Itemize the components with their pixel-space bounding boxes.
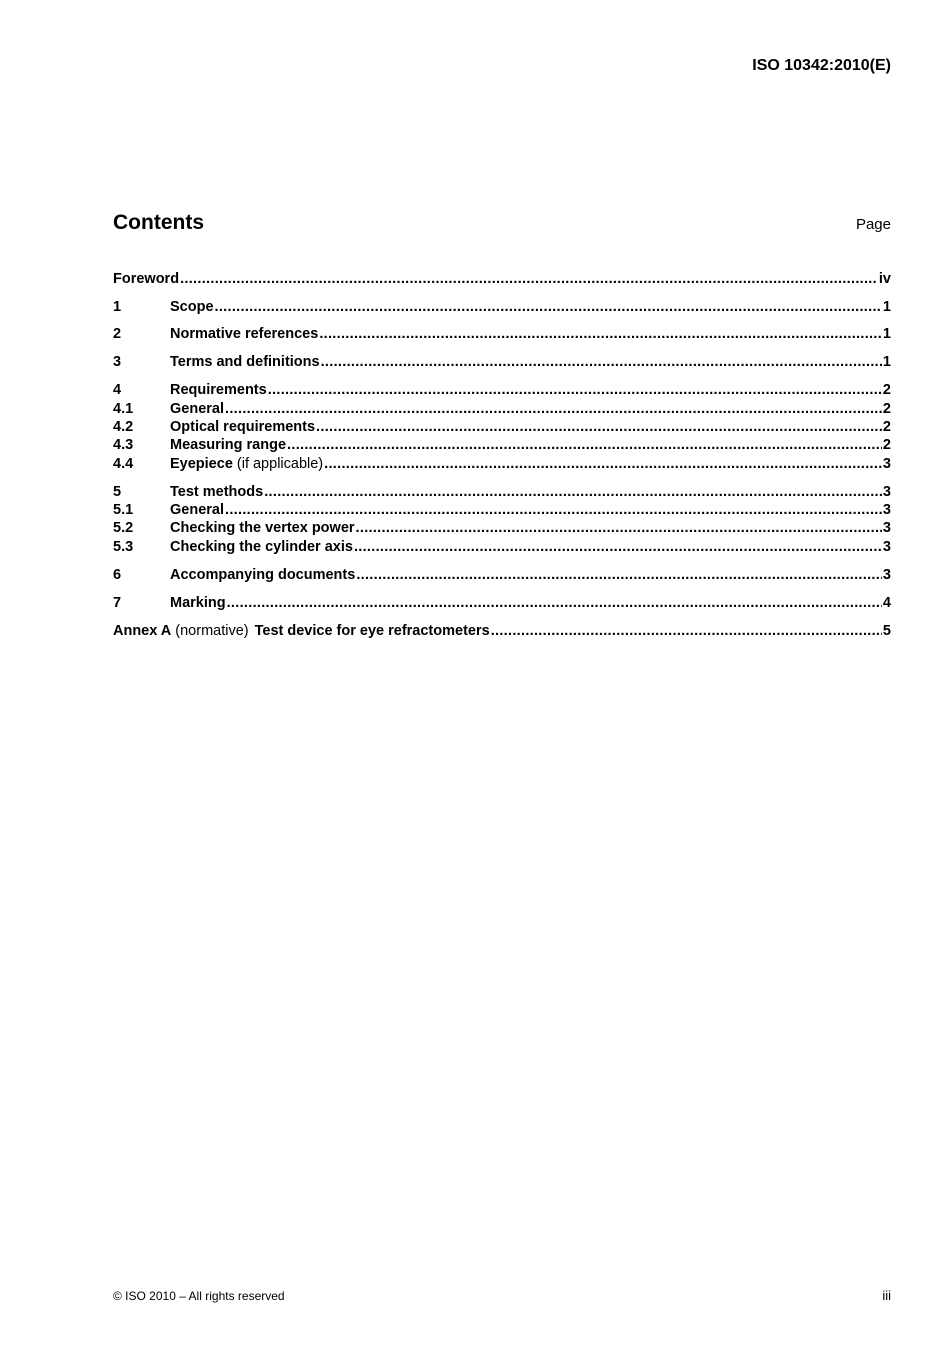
toc-entry-title: Marking [170,595,226,611]
annex-type: (normative) [175,623,249,639]
dot-leader [227,594,882,612]
toc-entry-title: General [170,502,224,518]
toc-entry-title: Test methods [170,484,264,500]
toc-entry-number: 5 [113,484,122,500]
toc-entry-1[interactable] [113,298,891,316]
toc-entry-title: Eyepiece [170,456,233,472]
toc-entry-page: 2 [882,382,891,398]
toc-entry-title: Test device for eye refractometers [254,623,490,639]
toc-entry-number: 4.3 [113,437,134,453]
toc-entry-4-4[interactable] [113,455,891,473]
toc-entry-title: Optical requirements [170,419,316,435]
footer-page-number: iii [882,1288,891,1303]
toc-entry-page: 2 [882,419,891,435]
toc-entry-title: Accompanying documents [170,567,356,583]
document-id: ISO 10342:2010(E) [752,57,891,74]
dot-leader [354,538,882,556]
toc-entry-5-2[interactable] [113,519,891,537]
toc-entry-title: Terms and definitions [170,354,320,370]
dot-leader [287,436,882,454]
toc-entry-title: Measuring range [170,437,287,453]
toc-entry-page: 2 [882,437,891,453]
toc-entry-number: 7 [113,595,122,611]
dot-leader [215,298,882,316]
toc-entry-annex-a[interactable] [113,622,891,640]
toc-entry-page: 3 [882,484,891,500]
toc-entry-title: Normative references [170,326,319,342]
toc-entry-number: 6 [113,567,122,583]
toc-entry-title: Foreword [113,271,180,287]
dot-leader [321,353,882,371]
toc-entry-number: 4.2 [113,419,134,435]
footer-copyright: © ISO 2010 – All rights reserved [113,1289,285,1303]
toc-entry-title: Checking the cylinder axis [170,539,353,555]
toc-entry-7[interactable] [113,594,891,612]
dot-leader [356,519,882,537]
toc-entry-number: 5.1 [113,502,134,518]
toc-entry-page: 3 [882,567,891,583]
contents-heading: Contents [113,211,204,234]
toc-entry-4-2[interactable] [113,418,891,436]
toc-entry-number: 4.4 [113,456,134,472]
dot-leader [324,455,882,473]
toc-entry-2[interactable] [113,325,891,343]
toc-entry-number: 5.3 [113,539,134,555]
dot-leader [319,325,882,343]
toc-entry-number: 2 [113,326,122,342]
toc-entry-foreword[interactable] [113,270,891,288]
toc-entry-title: Requirements [170,382,267,398]
toc-entry-page: 1 [882,326,891,342]
toc-entry-page: 2 [882,401,891,417]
toc-entry-3[interactable] [113,353,891,371]
dot-leader [225,400,882,418]
toc-entry-5[interactable] [113,483,891,501]
dot-leader [180,270,878,288]
toc-entry-5-3[interactable] [113,538,891,556]
toc-entry-page: 1 [882,354,891,370]
toc-entry-number: 1 [113,299,122,315]
toc-entry-4-3[interactable] [113,436,891,454]
toc-entry-page: 1 [882,299,891,315]
toc-entry-page: 3 [882,456,891,472]
toc-entry-number: 4.1 [113,401,134,417]
dot-leader [264,483,882,501]
toc-entry-5-1[interactable] [113,501,891,519]
dot-leader [268,381,882,399]
toc-entry-page: 3 [882,520,891,536]
toc-entry-page: 3 [882,502,891,518]
toc-entry-title: General [170,401,224,417]
toc-entry-qualifier: (if applicable) [236,456,324,472]
toc-entry-page: 3 [882,539,891,555]
toc-entry-4[interactable] [113,381,891,399]
dot-leader [491,622,882,640]
toc-entry-title: Checking the vertex power [170,520,355,536]
toc-entry-page: 5 [882,623,891,639]
dot-leader [225,501,882,519]
toc-entry-page: 4 [882,595,891,611]
toc-entry-number: 5.2 [113,520,134,536]
toc-entry-number: 3 [113,354,122,370]
annex-label: Annex A [113,623,172,639]
toc-entry-title: Scope [170,299,214,315]
toc-entry-6[interactable] [113,566,891,584]
dot-leader [356,566,882,584]
toc-entry-number: 4 [113,382,122,398]
toc-entry-4-1[interactable] [113,400,891,418]
toc-entry-page: iv [878,271,891,287]
page-column-label: Page [855,216,891,233]
dot-leader [316,418,882,436]
